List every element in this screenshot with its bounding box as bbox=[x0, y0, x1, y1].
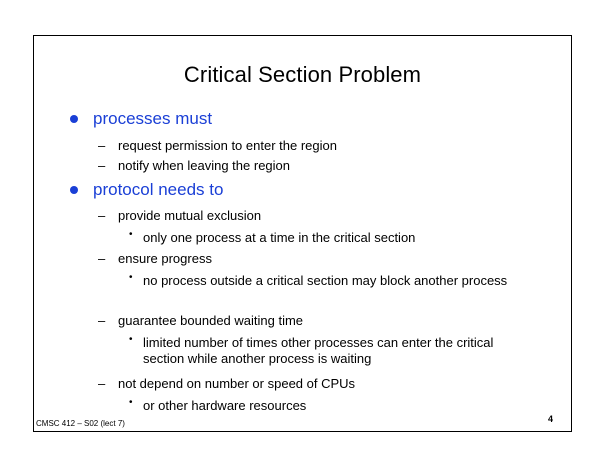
bullet-star-icon: • bbox=[129, 272, 133, 283]
dash-icon: – bbox=[98, 376, 106, 391]
sub-item-text: notify when leaving the region bbox=[118, 158, 291, 173]
sub-item-text: ensure progress bbox=[118, 251, 212, 266]
sub-sub-item-text: no process outside a critical section may block another process bbox=[143, 273, 508, 288]
dash-icon: – bbox=[98, 313, 106, 328]
slide-frame bbox=[33, 35, 572, 432]
slide-title: Critical Section Problem bbox=[183, 62, 422, 87]
bullet-star-icon: • bbox=[129, 334, 133, 345]
slide-footer: CMSC 412 – S02 (lect 7) bbox=[36, 419, 125, 428]
dash-icon: – bbox=[98, 251, 106, 266]
sub-sub-item-text: or other hardware resources bbox=[143, 398, 307, 413]
bullet-dot-icon bbox=[70, 115, 78, 123]
bullet-text: protocol needs to bbox=[93, 180, 224, 199]
dash-icon: – bbox=[98, 158, 106, 173]
bullet-star-icon: • bbox=[129, 397, 133, 408]
bullet-text: processes must bbox=[93, 109, 213, 128]
dash-icon: – bbox=[98, 138, 106, 153]
sub-item-text: request permission to enter the region bbox=[118, 138, 337, 153]
page-number: 4 bbox=[547, 414, 553, 424]
sub-sub-item-text: only one process at a time in the critical section bbox=[143, 230, 416, 245]
dash-icon: – bbox=[98, 208, 106, 223]
sub-item-text: not depend on number or speed of CPUs bbox=[118, 376, 356, 391]
bullet-star-icon: • bbox=[129, 229, 133, 240]
bullet-dot-icon bbox=[70, 186, 78, 194]
sub-item-text: provide mutual exclusion bbox=[118, 208, 262, 223]
sub-sub-item-text: limited number of times other processes can enter the critical section while another process is waiting bbox=[143, 335, 494, 366]
sub-item-text: guarantee bounded waiting time bbox=[118, 313, 304, 328]
